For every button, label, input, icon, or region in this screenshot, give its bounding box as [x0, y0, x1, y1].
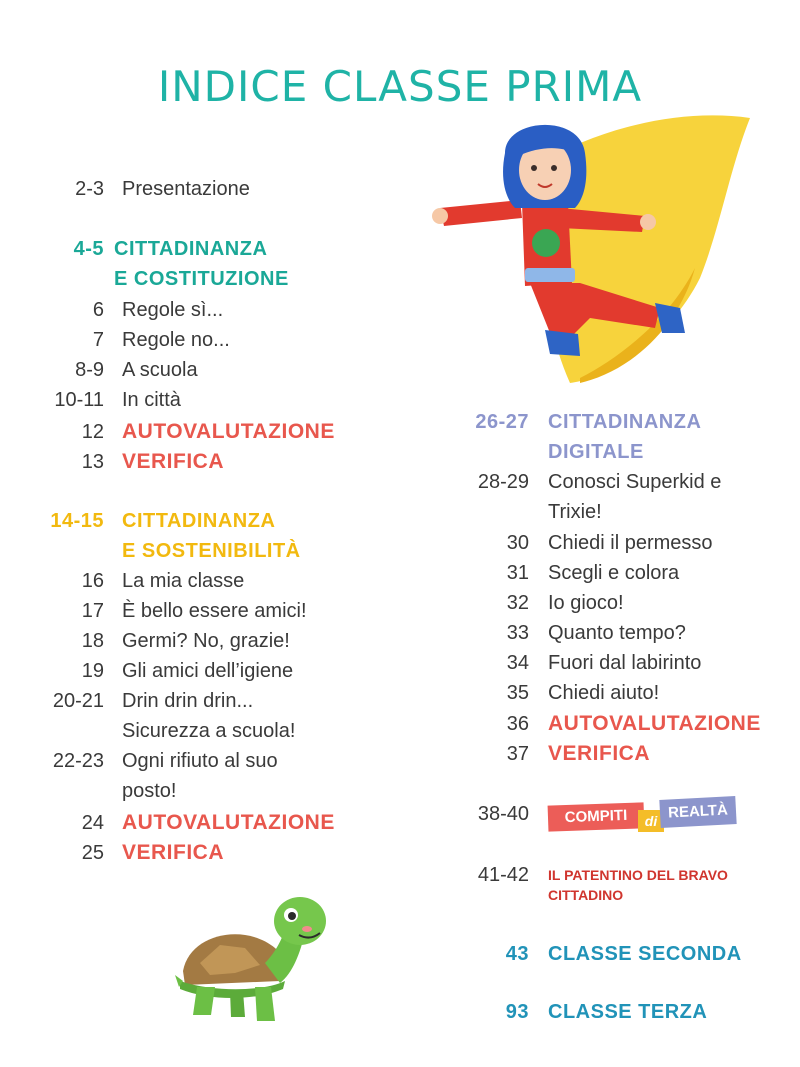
toc-entry-num: 34 [506, 652, 529, 674]
section-num: 4-5 [73, 238, 104, 260]
badge-part-di: di [638, 810, 664, 832]
toc-entry-num: 22-23 [52, 750, 104, 772]
toc-entry-label-cont: Sicurezza a scuola! [122, 720, 296, 742]
toc-entry-label: Conosci Superkid e [548, 471, 722, 493]
toc-entry-label: Fuori dal labirinto [548, 652, 702, 674]
section-title-line1: CITTADINANZA [548, 411, 702, 433]
autovalutazione-label: AUTOVALUTAZIONE [122, 811, 335, 834]
toc-entry-num: 32 [506, 592, 529, 614]
toc-entry-num: 37 [506, 743, 529, 765]
verifica-label: VERIFICA [122, 841, 225, 864]
toc-entry-label: Regole no... [122, 329, 230, 351]
right-hand [640, 214, 656, 230]
toc-entry-label: Io gioco! [548, 592, 624, 614]
toc-entry-num: 41-42 [477, 864, 529, 886]
globe-emblem [532, 229, 560, 257]
toc-entry-num: 2-3 [75, 178, 104, 200]
autovalutazione-label: AUTOVALUTAZIONE [122, 420, 335, 443]
toc-entry-label: È bello essere amici! [122, 600, 307, 622]
page-title: INDICE CLASSE PRIMA [157, 62, 643, 111]
turtle-cheek [302, 926, 312, 932]
toc-entry-num: 24 [81, 812, 104, 834]
autovalutazione-label: AUTOVALUTAZIONE [548, 712, 761, 735]
toc-entry-label: Regole sì... [122, 299, 224, 321]
toc-entry-label: Chiedi il permesso [548, 532, 713, 554]
classe-terza-label: CLASSE TERZA [548, 1001, 708, 1023]
eye-left [531, 165, 537, 171]
badge-part-compiti: COMPITI [548, 802, 645, 831]
classe-seconda-num: 43 [505, 943, 529, 965]
toc-entry-num: 10-11 [54, 389, 104, 411]
toc-entry-num: 7 [92, 329, 104, 351]
turtle-leg-mid [230, 991, 245, 1017]
toc-entry-num: 31 [506, 562, 529, 584]
toc-entry-label: Drin drin drin... [122, 690, 254, 712]
belt [525, 268, 575, 282]
toc-entry-num: 18 [81, 630, 104, 652]
toc-entry-label: Ogni rifiuto al suo [122, 750, 278, 772]
toc-entry-num: 33 [506, 622, 529, 644]
verifica-label: VERIFICA [548, 742, 651, 765]
left-hand [432, 208, 448, 224]
toc-entry-label: Gli amici dell’igiene [122, 660, 294, 682]
toc-entry-label-cont: posto! [122, 780, 177, 802]
turtle-illustration [175, 893, 335, 1028]
section-title-line2: E SOSTENIBILITÀ [122, 540, 301, 562]
toc-entry-num: 6 [92, 299, 104, 321]
toc-entry-num: 12 [81, 421, 104, 443]
section-title-line1: CITTADINANZA [122, 510, 276, 532]
toc-entry-num: 30 [506, 532, 529, 554]
superhero-girl-illustration [430, 108, 770, 393]
toc-entry-label: Presentazione [122, 178, 250, 200]
patentino-line2: CITTADINO [548, 887, 624, 903]
patentino-line1: IL PATENTINO DEL BRAVO [548, 867, 728, 883]
verifica-label: VERIFICA [122, 450, 225, 473]
section-num: 26-27 [475, 411, 529, 433]
left-arm [440, 200, 522, 226]
toc-entry-num: 13 [81, 451, 104, 473]
toc-entry-num: 28-29 [477, 471, 529, 493]
toc-entry-label: La mia classe [122, 570, 245, 592]
toc-entry-label-cont: Trixie! [548, 501, 602, 523]
toc-entry-label: Scegli e colora [548, 562, 680, 584]
toc-entry-num: 17 [81, 600, 104, 622]
toc-entry-num: 8-9 [75, 359, 104, 381]
toc-entry-num: 25 [81, 842, 104, 864]
toc-entry-num: 35 [506, 682, 529, 704]
badge-part-realta: REALTÀ [659, 796, 736, 828]
toc-entry-num: 36 [506, 713, 529, 735]
toc-entry-label: Germi? No, grazie! [122, 630, 290, 652]
toc-entry-num: 19 [81, 660, 104, 682]
turtle-pupil [288, 912, 296, 920]
section-title-line2: DIGITALE [548, 441, 644, 463]
toc-entry-label: A scuola [122, 359, 198, 381]
classe-seconda-label: CLASSE SECONDA [548, 943, 742, 965]
toc-entry-num: 20-21 [52, 690, 104, 712]
toc-entry-num: 16 [81, 570, 104, 592]
section-title-line1: CITTADINANZA [114, 238, 268, 260]
section-num: 14-15 [50, 510, 104, 532]
toc-entry-num: 38-40 [477, 803, 529, 825]
eye-right [551, 165, 557, 171]
turtle-head [274, 897, 326, 945]
compiti-di-realta-badge [548, 798, 738, 834]
section-title-line2: E COSTITUZIONE [114, 268, 289, 290]
toc-entry-label: In città [122, 389, 181, 411]
classe-terza-num: 93 [505, 1001, 529, 1023]
boot-2 [545, 330, 580, 356]
toc-entry-label: Quanto tempo? [548, 622, 686, 644]
toc-entry-label: Chiedi aiuto! [548, 682, 660, 704]
